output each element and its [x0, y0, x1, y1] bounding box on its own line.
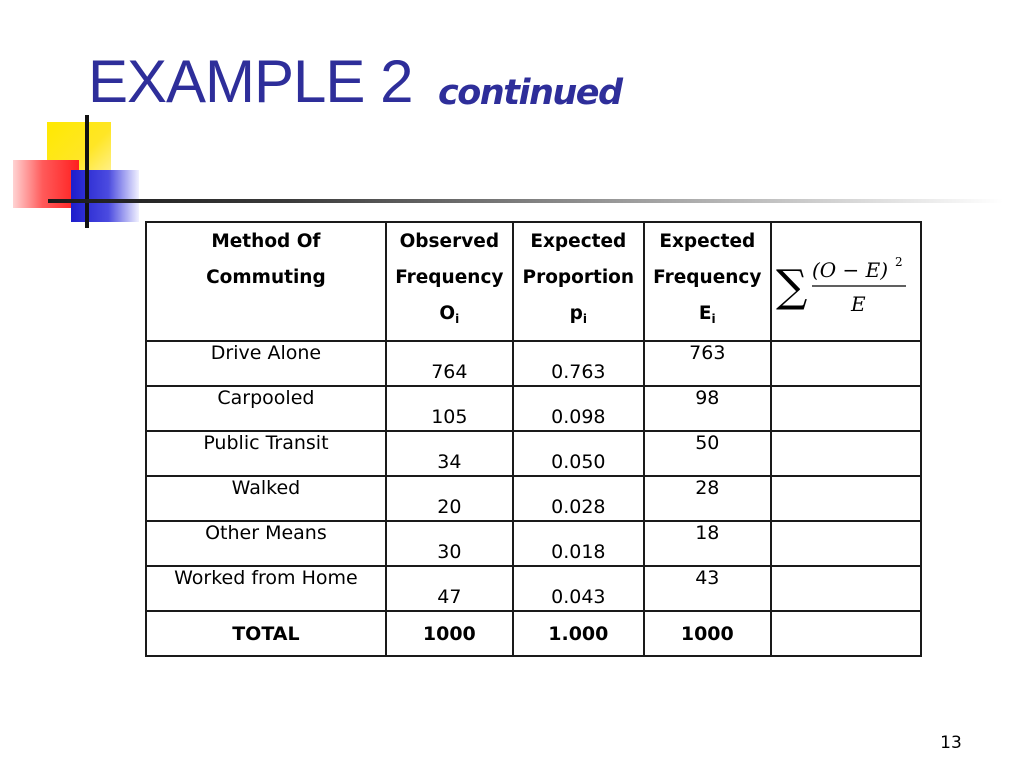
header-observed-subscript: i	[455, 312, 460, 326]
cell-observed: 30	[386, 521, 513, 566]
header-proportion-line2: Proportion	[522, 267, 635, 288]
slide-subtitle: continued	[438, 73, 622, 113]
header-observed-symbol	[387, 296, 512, 337]
cell-chi-square	[771, 341, 921, 386]
cell-method: Other Means	[146, 521, 386, 566]
summation-symbol: ∑	[775, 261, 808, 312]
header-proportion-subscript: i	[582, 312, 587, 326]
chi-square-formula	[772, 223, 919, 340]
slide-title: EXAMPLE 2	[88, 48, 413, 115]
cell-chi-square	[771, 386, 921, 431]
header-row	[146, 222, 921, 341]
formula-exponent: 2	[894, 255, 903, 269]
cell-proportion: 0.050	[513, 431, 644, 476]
cell-observed: 34	[386, 431, 513, 476]
header-expected-line2: Frequency	[653, 267, 762, 288]
cell-proportion: 0.098	[513, 386, 644, 431]
cell-expected: 50	[644, 431, 771, 476]
page-number: 13	[940, 733, 962, 753]
header-expected-symbol	[645, 296, 770, 337]
cell-proportion: 0.028	[513, 476, 644, 521]
cell-observed: 105	[386, 386, 513, 431]
frequency-table	[145, 221, 922, 657]
header-method-line2: Commuting	[206, 267, 326, 288]
total-proportion: 1.000	[513, 611, 644, 656]
header-expected-letter: E	[698, 303, 712, 324]
header-proportion-symbol	[514, 296, 643, 337]
cell-method: Walked	[146, 476, 386, 521]
header-observed-letter: O	[439, 303, 456, 324]
decor-blue-square	[71, 170, 139, 222]
cell-method: Public Transit	[146, 431, 386, 476]
total-row	[146, 611, 921, 656]
cell-expected: 763	[644, 341, 771, 386]
formula-numerator: (O − E)	[811, 258, 888, 282]
header-expected	[644, 222, 771, 341]
cell-expected: 28	[644, 476, 771, 521]
cell-proportion: 0.763	[513, 341, 644, 386]
formula-denominator: E	[850, 292, 866, 316]
header-proportion-letter: p	[569, 303, 583, 324]
header-chi-square-formula	[771, 222, 921, 341]
table-row	[146, 476, 921, 521]
cell-expected: 43	[644, 566, 771, 611]
decor-horizontal-rule	[48, 199, 1003, 203]
header-observed	[386, 222, 513, 341]
total-observed: 1000	[386, 611, 513, 656]
header-proportion	[513, 222, 644, 341]
total-expected: 1000	[644, 611, 771, 656]
chi-square-formula-graphic	[772, 223, 919, 340]
cell-method: Drive Alone	[146, 341, 386, 386]
header-method	[146, 222, 386, 341]
table-row	[146, 521, 921, 566]
cell-proportion: 0.018	[513, 521, 644, 566]
header-observed-line1: Observed	[399, 231, 500, 252]
total-label: TOTAL	[146, 611, 386, 656]
table-row	[146, 341, 921, 386]
cell-observed: 47	[386, 566, 513, 611]
cell-expected: 98	[644, 386, 771, 431]
header-method-line1: Method Of	[211, 231, 321, 252]
header-expected-line1: Expected	[659, 231, 756, 252]
cell-observed: 20	[386, 476, 513, 521]
decor-vertical-line	[85, 115, 89, 228]
total-chi-square	[771, 611, 921, 656]
cell-chi-square	[771, 521, 921, 566]
cell-chi-square	[771, 566, 921, 611]
cell-proportion: 0.043	[513, 566, 644, 611]
table-row	[146, 386, 921, 431]
header-proportion-line1: Expected	[530, 231, 627, 252]
cell-chi-square	[771, 476, 921, 521]
header-expected-subscript: i	[711, 312, 716, 326]
cell-method: Worked from Home	[146, 566, 386, 611]
table-row	[146, 431, 921, 476]
cell-method: Carpooled	[146, 386, 386, 431]
cell-observed: 764	[386, 341, 513, 386]
table-row	[146, 566, 921, 611]
cell-expected: 18	[644, 521, 771, 566]
header-observed-line2: Frequency	[395, 267, 504, 288]
cell-chi-square	[771, 431, 921, 476]
